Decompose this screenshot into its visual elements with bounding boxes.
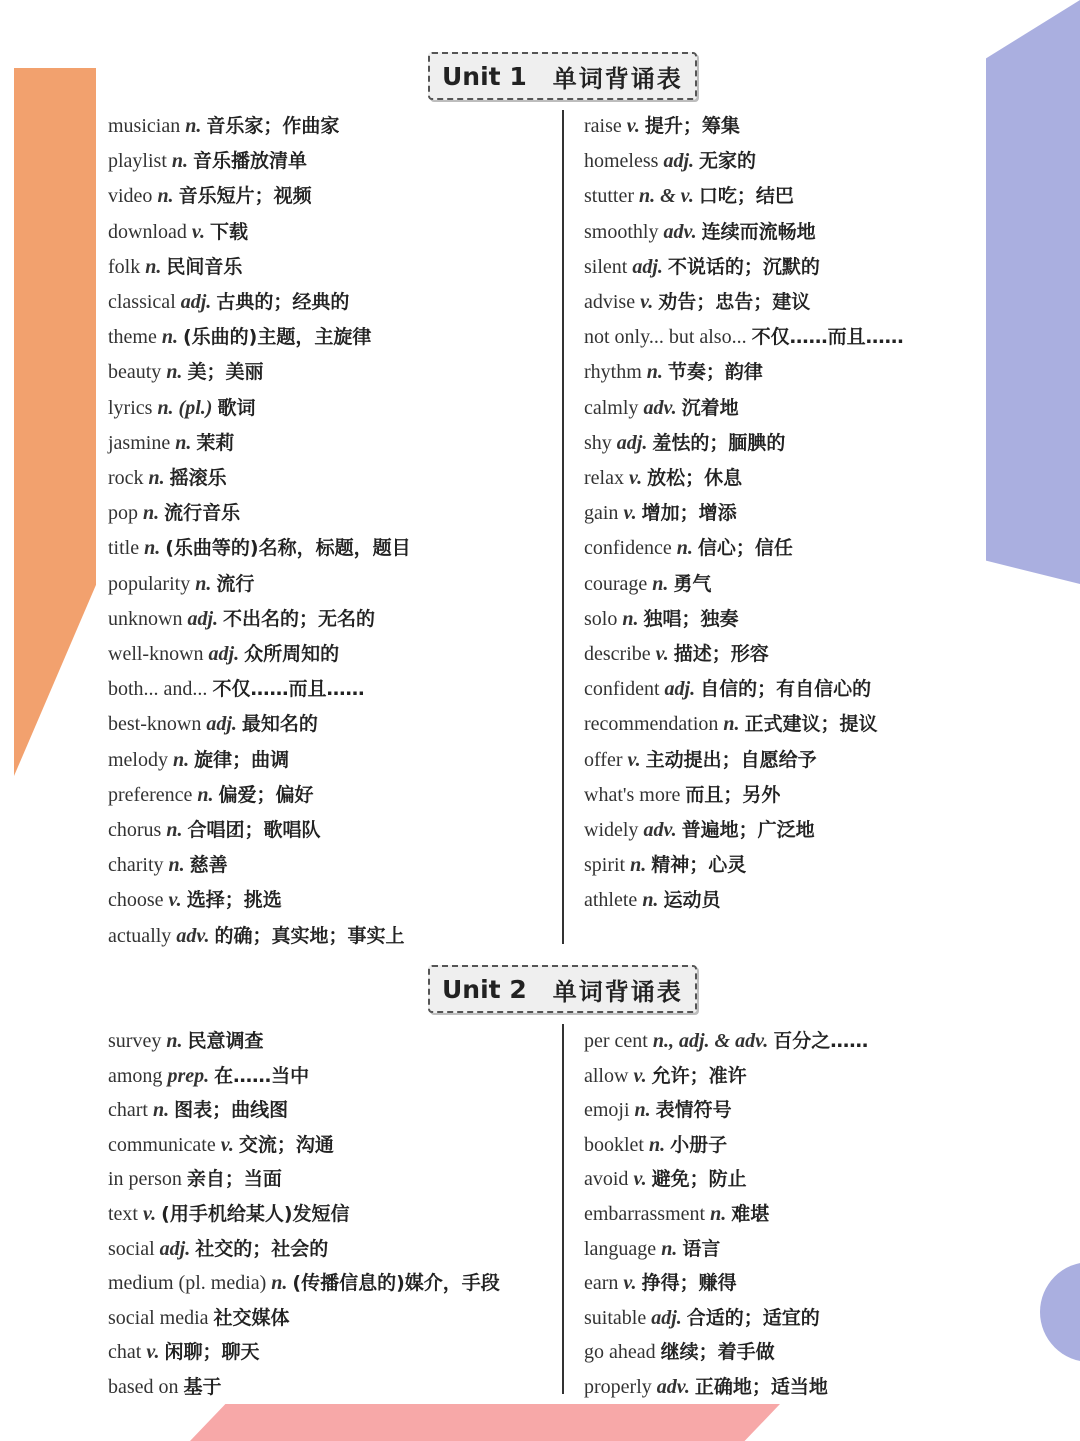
vocab-meaning: 信心；信任 bbox=[697, 537, 793, 560]
vocab-meaning: (乐曲的)主题，主旋律 bbox=[183, 326, 372, 349]
vocab-meaning: 摇滚乐 bbox=[169, 467, 227, 489]
vocab-meaning: 节奏；韵律 bbox=[667, 361, 763, 384]
vocab-meaning: 独唱；独奏 bbox=[643, 607, 739, 630]
vocab-entry bbox=[584, 1061, 747, 1091]
vocab-word: chat bbox=[108, 1341, 142, 1364]
vocab-part-of-speech: n. bbox=[143, 502, 160, 525]
vocab-entry bbox=[584, 498, 737, 528]
vocab-part-of-speech: n. & v. bbox=[639, 185, 694, 208]
vocab-part-of-speech: adj. bbox=[663, 150, 694, 173]
vocab-part-of-speech: n. bbox=[676, 537, 693, 560]
vocab-meaning: 提升；筹集 bbox=[644, 115, 740, 137]
vocab-entry bbox=[584, 1026, 868, 1056]
vocab-meaning: 基于 bbox=[183, 1376, 222, 1398]
vocab-meaning: 闲聊；聊天 bbox=[164, 1341, 260, 1364]
vocab-entry bbox=[584, 1164, 747, 1194]
vocab-entry bbox=[108, 146, 307, 176]
vocab-entry bbox=[108, 1061, 309, 1091]
vocab-entry bbox=[584, 533, 793, 563]
vocab-part-of-speech: adj. bbox=[208, 643, 240, 665]
vocab-word: solo bbox=[584, 607, 618, 630]
vocab-word: confidence bbox=[584, 537, 672, 560]
vocab-entry bbox=[584, 146, 756, 176]
vocab-entry bbox=[108, 569, 254, 599]
vocab-part-of-speech: v. bbox=[143, 1203, 157, 1225]
decor-orange-band bbox=[14, 68, 96, 776]
vocab-part-of-speech: n. bbox=[152, 1099, 170, 1122]
unit1-subtitle: 单词背诵表 bbox=[552, 64, 683, 93]
vocab-meaning: 美；美丽 bbox=[187, 361, 264, 384]
vocab-meaning: (传播信息的)媒介，手段 bbox=[292, 1272, 500, 1295]
vocab-meaning: (用手机给某人)发短信 bbox=[161, 1203, 350, 1225]
vocab-word: spirit bbox=[584, 854, 626, 877]
vocab-entry bbox=[584, 850, 746, 880]
vocab-meaning: 合适的；适宜的 bbox=[686, 1306, 820, 1329]
vocab-entry bbox=[108, 217, 248, 247]
vocab-entry bbox=[108, 428, 234, 458]
vocab-meaning: 流行音乐 bbox=[164, 502, 241, 525]
unit1-label: Unit 1 bbox=[442, 61, 527, 91]
vocab-meaning: 不仅……而且…… bbox=[751, 326, 904, 349]
vocab-word: chorus bbox=[108, 819, 162, 841]
vocab-meaning: 音乐家；作曲家 bbox=[206, 115, 340, 137]
vocab-meaning: 精神；心灵 bbox=[651, 854, 747, 877]
vocab-meaning: 正确地；适当地 bbox=[694, 1376, 828, 1398]
vocab-part-of-speech: n. bbox=[710, 1203, 727, 1225]
vocab-word: not only... but also... bbox=[584, 326, 747, 349]
vocab-meaning: 描述；形容 bbox=[673, 643, 769, 665]
vocab-meaning: 挣得；赚得 bbox=[641, 1272, 737, 1295]
vocab-word: homeless bbox=[584, 150, 659, 173]
vocab-word: choose bbox=[108, 889, 164, 912]
vocab-word: well-known bbox=[108, 643, 204, 665]
vocab-part-of-speech: v. bbox=[640, 291, 654, 313]
vocab-word: go ahead bbox=[584, 1341, 656, 1364]
vocab-meaning: 选择；挑选 bbox=[186, 889, 282, 912]
decor-pink-band bbox=[190, 1404, 780, 1441]
vocab-meaning: 表情符号 bbox=[655, 1099, 732, 1122]
vocab-entry bbox=[108, 1234, 328, 1264]
vocab-word: title bbox=[108, 537, 140, 560]
vocab-word: text bbox=[108, 1203, 138, 1225]
vocab-entry bbox=[108, 1337, 259, 1367]
vocab-entry bbox=[108, 498, 240, 528]
vocab-entry bbox=[584, 569, 711, 599]
vocab-meaning: 放松；休息 bbox=[647, 467, 743, 489]
vocab-entry bbox=[108, 1164, 282, 1194]
vocab-word: embarrassment bbox=[584, 1203, 706, 1225]
vocab-entry bbox=[108, 1095, 288, 1125]
vocab-part-of-speech: n. bbox=[161, 326, 178, 349]
vocab-word: best-known bbox=[108, 713, 202, 736]
vocab-meaning: 不仅……而且…… bbox=[212, 678, 365, 701]
vocab-word: language bbox=[584, 1237, 657, 1260]
vocab-word: jasmine bbox=[108, 431, 171, 454]
vocab-meaning: 正式建议；提议 bbox=[744, 713, 878, 736]
vocab-part-of-speech: v. bbox=[623, 502, 637, 525]
vocab-word: offer bbox=[584, 748, 623, 771]
vocab-entry bbox=[108, 357, 263, 387]
unit1-column-divider bbox=[562, 110, 564, 944]
vocab-word: based on bbox=[108, 1376, 179, 1398]
vocab-word: beauty bbox=[108, 361, 162, 384]
vocab-word: video bbox=[108, 185, 153, 208]
vocab-meaning: 自信的；有自信心的 bbox=[700, 678, 872, 701]
vocab-word: charity bbox=[108, 854, 164, 877]
vocab-entry bbox=[584, 780, 780, 810]
vocab-part-of-speech: adv. bbox=[176, 924, 210, 947]
vocab-entry bbox=[108, 252, 242, 282]
vocab-meaning: 连续而流畅地 bbox=[701, 220, 816, 243]
vocab-word: recommendation bbox=[584, 713, 719, 736]
vocab-entry bbox=[108, 780, 314, 810]
vocab-meaning: 交流；沟通 bbox=[238, 1133, 334, 1156]
vocab-word: chart bbox=[108, 1099, 148, 1122]
vocab-word: download bbox=[108, 220, 187, 243]
vocab-word: booklet bbox=[584, 1133, 644, 1156]
vocab-part-of-speech: n. bbox=[171, 150, 189, 173]
vocab-entry bbox=[584, 111, 740, 141]
vocab-entry bbox=[108, 287, 349, 317]
vocab-part-of-speech: n. bbox=[622, 607, 639, 630]
vocab-part-of-speech: v. bbox=[623, 1272, 637, 1295]
vocab-word: allow bbox=[584, 1064, 629, 1087]
vocab-meaning: 社交的；社会的 bbox=[195, 1237, 329, 1260]
vocab-part-of-speech: adv. bbox=[643, 819, 677, 841]
vocab-part-of-speech: n. bbox=[145, 255, 162, 278]
vocab-part-of-speech: v. bbox=[633, 1168, 647, 1191]
vocab-entry bbox=[584, 604, 738, 634]
vocab-part-of-speech: v. bbox=[627, 748, 641, 771]
vocab-entry bbox=[108, 393, 255, 423]
vocab-part-of-speech: adj. bbox=[180, 291, 212, 313]
vocab-meaning: 的确；真实地；事实上 bbox=[214, 924, 405, 947]
vocab-entry bbox=[108, 604, 375, 634]
vocab-entry bbox=[584, 463, 742, 493]
vocab-part-of-speech: n. bbox=[652, 572, 669, 595]
vocab-entry bbox=[108, 1026, 263, 1056]
vocab-word: what's more bbox=[584, 783, 681, 806]
vocab-part-of-speech: n. bbox=[197, 783, 214, 806]
vocab-entry bbox=[108, 709, 318, 739]
vocab-part-of-speech: v. bbox=[655, 643, 669, 665]
vocab-meaning: 允许；准许 bbox=[651, 1064, 747, 1087]
vocab-word: relax bbox=[584, 467, 624, 489]
vocab-meaning: (乐曲等的)名称，标题，题目 bbox=[165, 537, 411, 560]
vocab-meaning: 民意调查 bbox=[187, 1030, 264, 1052]
vocab-meaning: 不说话的；沉默的 bbox=[667, 255, 820, 278]
vocab-word: rhythm bbox=[584, 361, 642, 384]
vocab-meaning: 社交媒体 bbox=[213, 1306, 290, 1329]
vocab-word: advise bbox=[584, 291, 636, 313]
vocab-part-of-speech: n. bbox=[166, 819, 183, 841]
vocab-word: classical bbox=[108, 291, 176, 313]
vocab-meaning: 继续；着手做 bbox=[660, 1341, 775, 1364]
vocab-meaning: 勇气 bbox=[673, 572, 712, 595]
vocab-word: both... and... bbox=[108, 678, 208, 701]
vocab-word: calmly bbox=[584, 396, 639, 419]
vocab-part-of-speech: n. bbox=[157, 185, 174, 208]
vocab-word: social bbox=[108, 1237, 155, 1260]
vocab-meaning: 口吃；结巴 bbox=[698, 185, 794, 208]
vocab-entry bbox=[108, 1130, 334, 1160]
vocab-meaning: 沉着地 bbox=[681, 396, 739, 419]
vocab-word: widely bbox=[584, 819, 639, 841]
vocab-part-of-speech: n. bbox=[173, 748, 190, 771]
vocab-part-of-speech: v. bbox=[220, 1133, 234, 1156]
vocab-entry bbox=[108, 181, 312, 211]
vocab-part-of-speech: n. bbox=[661, 1237, 678, 1260]
unit2-label: Unit 2 bbox=[442, 974, 527, 1004]
vocab-part-of-speech: v. bbox=[626, 115, 640, 137]
vocab-word: musician bbox=[108, 115, 181, 137]
vocab-word: suitable bbox=[584, 1306, 647, 1329]
decor-purple-circle bbox=[1040, 1262, 1080, 1362]
vocab-meaning: 歌词 bbox=[217, 396, 256, 419]
vocab-entry bbox=[108, 463, 227, 493]
vocab-entry bbox=[584, 1130, 727, 1160]
vocab-entry bbox=[108, 111, 339, 141]
vocab-entry bbox=[584, 1199, 769, 1229]
vocab-meaning: 众所周知的 bbox=[244, 643, 340, 665]
vocab-word: playlist bbox=[108, 150, 167, 173]
vocab-entry bbox=[108, 1372, 222, 1402]
vocab-meaning: 无家的 bbox=[699, 150, 757, 173]
vocab-word: gain bbox=[584, 502, 619, 525]
vocab-word: theme bbox=[108, 326, 157, 349]
vocab-meaning: 羞怯的；腼腆的 bbox=[652, 431, 786, 454]
vocab-word: rock bbox=[108, 467, 144, 489]
vocab-entry bbox=[584, 1234, 720, 1264]
vocab-word: popularity bbox=[108, 572, 191, 595]
vocab-meaning: 下载 bbox=[210, 220, 249, 243]
vocab-meaning: 茉莉 bbox=[196, 431, 235, 454]
vocab-word: actually bbox=[108, 924, 172, 947]
vocab-entry bbox=[584, 709, 878, 739]
vocab-entry bbox=[108, 815, 320, 845]
vocab-word: lyrics bbox=[108, 396, 153, 419]
vocab-entry bbox=[584, 322, 904, 352]
vocab-part-of-speech: n., adj. & adv. bbox=[652, 1030, 769, 1052]
vocab-meaning: 音乐播放清单 bbox=[193, 150, 308, 173]
vocab-word: properly bbox=[584, 1376, 652, 1398]
vocab-part-of-speech: n. bbox=[144, 537, 161, 560]
vocab-entry bbox=[108, 674, 364, 704]
vocab-word: among bbox=[108, 1064, 163, 1087]
vocab-part-of-speech: n. bbox=[642, 889, 659, 912]
vocab-word: shy bbox=[584, 431, 612, 454]
vocab-part-of-speech: adj. bbox=[187, 607, 219, 630]
vocab-part-of-speech: adv. bbox=[643, 396, 677, 419]
vocab-word: earn bbox=[584, 1272, 619, 1295]
vocab-entry bbox=[108, 533, 411, 563]
vocab-meaning: 合唱团；歌唱队 bbox=[187, 819, 321, 841]
vocab-entry bbox=[584, 393, 739, 423]
vocab-word: silent bbox=[584, 255, 628, 278]
vocab-part-of-speech: v. bbox=[191, 220, 206, 243]
vocab-word: unknown bbox=[108, 607, 183, 630]
vocab-part-of-speech: n. bbox=[723, 713, 740, 736]
vocab-entry bbox=[108, 322, 371, 352]
vocab-part-of-speech: n. bbox=[195, 572, 212, 595]
vocab-part-of-speech: adj. bbox=[616, 431, 648, 454]
vocab-part-of-speech: n. bbox=[168, 854, 185, 877]
vocab-entry bbox=[584, 428, 785, 458]
vocab-part-of-speech: v. bbox=[628, 467, 643, 489]
vocab-entry bbox=[108, 1199, 350, 1229]
vocab-word: pop bbox=[108, 502, 138, 525]
vocab-meaning: 普遍地；广泛地 bbox=[681, 819, 815, 841]
vocab-entry bbox=[584, 357, 763, 387]
vocab-meaning: 避免；防止 bbox=[651, 1168, 747, 1191]
vocab-entry bbox=[584, 287, 810, 317]
vocab-meaning: 小册子 bbox=[670, 1133, 728, 1156]
vocab-entry bbox=[108, 1303, 290, 1333]
vocab-entry bbox=[584, 1095, 732, 1125]
vocab-part-of-speech: n. bbox=[185, 115, 202, 137]
vocab-meaning: 劝告；忠告；建议 bbox=[658, 291, 811, 313]
vocab-meaning: 慈善 bbox=[189, 854, 228, 877]
vocab-word: melody bbox=[108, 748, 168, 771]
vocab-entry bbox=[108, 850, 228, 880]
vocab-meaning: 不出名的；无名的 bbox=[223, 607, 376, 630]
vocab-word: stutter bbox=[584, 185, 634, 208]
vocab-part-of-speech: adj. bbox=[664, 678, 696, 701]
vocab-part-of-speech: n. bbox=[649, 1133, 666, 1156]
vocab-entry bbox=[584, 181, 794, 211]
unit2-subtitle: 单词背诵表 bbox=[552, 977, 683, 1006]
unit2-column-divider bbox=[562, 1024, 564, 1394]
vocab-meaning: 语言 bbox=[682, 1237, 721, 1260]
vocab-part-of-speech: n. (pl.) bbox=[157, 396, 213, 419]
vocab-word: describe bbox=[584, 643, 651, 665]
decor-purple-band bbox=[986, 0, 1080, 584]
vocab-part-of-speech: v. bbox=[146, 1341, 160, 1364]
vocab-entry bbox=[584, 745, 817, 775]
vocab-meaning: 增加；增添 bbox=[641, 502, 737, 525]
vocab-word: medium (pl. media) bbox=[108, 1272, 267, 1295]
vocab-meaning: 亲自；当面 bbox=[186, 1168, 282, 1191]
vocab-word: survey bbox=[108, 1030, 162, 1052]
vocab-part-of-speech: n. bbox=[148, 467, 165, 489]
vocab-entry bbox=[584, 1303, 820, 1333]
vocab-meaning: 古典的；经典的 bbox=[216, 291, 350, 313]
vocab-entry bbox=[584, 252, 820, 282]
vocab-meaning: 主动提出；自愿给予 bbox=[645, 748, 817, 771]
vocab-meaning: 运动员 bbox=[663, 889, 721, 912]
vocab-entry bbox=[584, 815, 815, 845]
vocab-entry bbox=[584, 1337, 775, 1367]
vocab-part-of-speech: n. bbox=[646, 361, 663, 384]
vocab-meaning: 图表；曲线图 bbox=[174, 1099, 289, 1122]
vocab-part-of-speech: adj. bbox=[632, 255, 663, 278]
vocab-meaning: 民间音乐 bbox=[166, 255, 243, 278]
vocab-entry bbox=[108, 639, 339, 669]
vocab-entry bbox=[108, 921, 404, 951]
vocab-entry bbox=[584, 1268, 737, 1298]
vocab-meaning: 而且；另外 bbox=[685, 783, 781, 806]
vocab-word: emoji bbox=[584, 1099, 630, 1122]
vocab-part-of-speech: n. bbox=[166, 1030, 183, 1052]
vocab-meaning: 在……当中 bbox=[214, 1064, 310, 1087]
vocab-part-of-speech: n. bbox=[271, 1272, 288, 1295]
vocab-part-of-speech: n. bbox=[634, 1099, 651, 1122]
vocab-word: in person bbox=[108, 1168, 182, 1191]
vocab-entry bbox=[108, 885, 282, 915]
vocab-entry bbox=[108, 1268, 500, 1298]
vocab-part-of-speech: v. bbox=[633, 1064, 647, 1087]
vocab-word: raise bbox=[584, 115, 622, 137]
vocab-meaning: 最知名的 bbox=[241, 713, 318, 736]
vocab-word: athlete bbox=[584, 889, 638, 912]
vocab-meaning: 百分之…… bbox=[773, 1030, 869, 1052]
vocab-word: preference bbox=[108, 783, 193, 806]
vocab-meaning: 音乐短片；视频 bbox=[178, 185, 312, 208]
unit1-title-badge bbox=[428, 52, 697, 100]
vocab-entry bbox=[584, 885, 720, 915]
vocab-word: social media bbox=[108, 1306, 209, 1329]
vocab-part-of-speech: adj. bbox=[159, 1237, 191, 1260]
vocab-part-of-speech: adj. bbox=[651, 1306, 682, 1329]
vocab-part-of-speech: n. bbox=[166, 361, 183, 384]
vocab-part-of-speech: n. bbox=[630, 854, 647, 877]
vocab-part-of-speech: adv. bbox=[663, 220, 697, 243]
vocab-entry bbox=[584, 674, 871, 704]
vocab-word: per cent bbox=[584, 1030, 648, 1052]
vocab-meaning: 偏爱；偏好 bbox=[218, 783, 314, 806]
vocab-word: courage bbox=[584, 572, 648, 595]
vocab-word: communicate bbox=[108, 1133, 216, 1156]
vocab-word: smoothly bbox=[584, 220, 659, 243]
vocab-entry bbox=[584, 639, 769, 669]
vocab-part-of-speech: adv. bbox=[656, 1376, 690, 1398]
vocab-word: confident bbox=[584, 678, 660, 701]
vocab-word: folk bbox=[108, 255, 141, 278]
vocab-meaning: 旋律；曲调 bbox=[194, 748, 290, 771]
unit2-title-badge bbox=[428, 965, 697, 1013]
vocab-entry bbox=[108, 745, 289, 775]
vocab-entry bbox=[584, 217, 816, 247]
vocab-entry bbox=[584, 1372, 828, 1402]
vocab-part-of-speech: adj. bbox=[206, 713, 237, 736]
vocab-part-of-speech: prep. bbox=[167, 1064, 210, 1087]
vocab-word: avoid bbox=[584, 1168, 629, 1191]
vocab-meaning: 难堪 bbox=[731, 1203, 770, 1225]
vocab-part-of-speech: v. bbox=[168, 889, 182, 912]
vocab-part-of-speech: n. bbox=[175, 431, 192, 454]
vocab-meaning: 流行 bbox=[216, 572, 255, 595]
